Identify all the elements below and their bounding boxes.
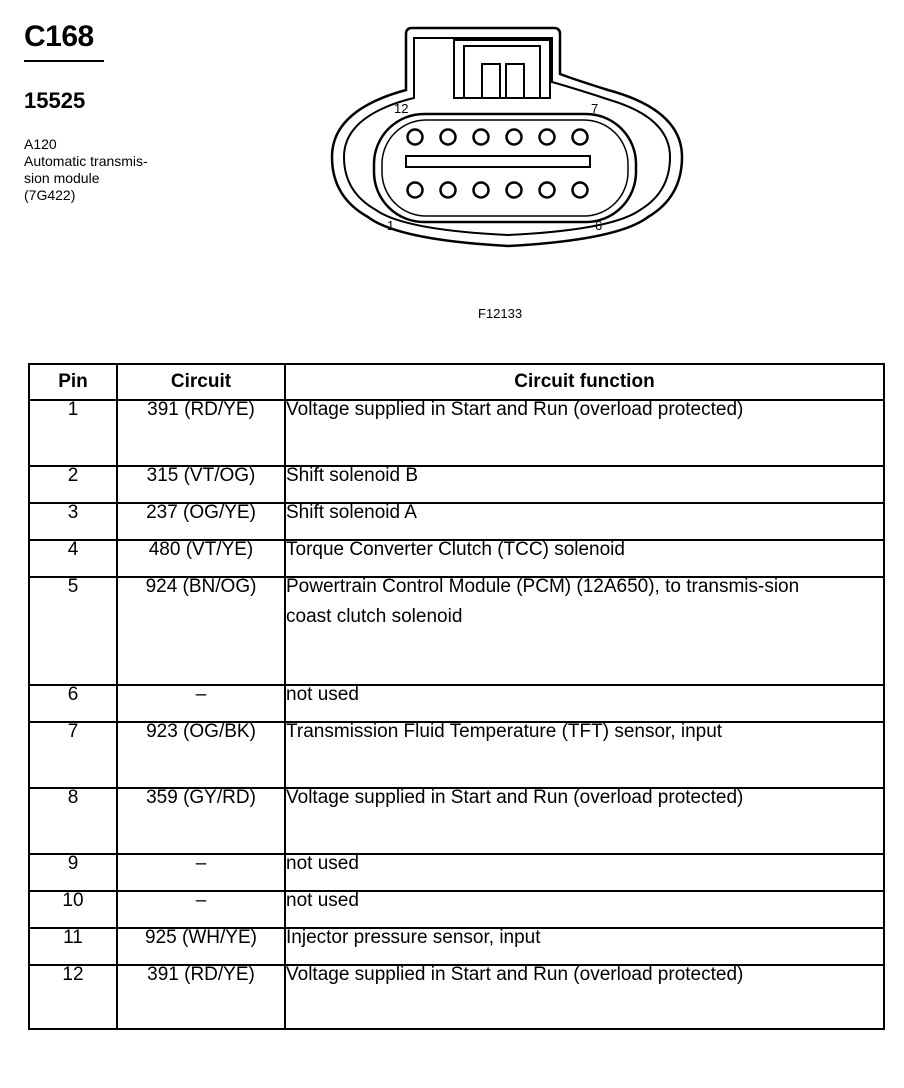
- circuit-function: not used: [286, 853, 359, 874]
- circuit-code: 480 (VT/YE): [148, 539, 254, 560]
- table-row: [29, 400, 884, 466]
- pin-number: 4: [67, 539, 79, 560]
- pin-number: 7: [67, 721, 79, 742]
- connector-description: [24, 136, 184, 204]
- pin-4-circle: [507, 183, 522, 198]
- pin-number: 1: [67, 399, 79, 420]
- circuit-function: Transmission Fluid Temperature (TFT) sensor, input: [286, 721, 723, 742]
- circuit-code: 315 (VT/OG): [146, 465, 256, 486]
- part-number: 15525: [24, 88, 86, 113]
- pin-label-top-left: 12: [394, 101, 409, 116]
- header-pin: Pin: [29, 364, 117, 400]
- pin-label-bottom-right: 6: [595, 218, 603, 233]
- description-line: (7G422): [24, 187, 76, 203]
- circuit-function: not used: [286, 890, 359, 911]
- circuit-code: 237 (OG/YE): [146, 502, 256, 523]
- header-circuit: Circuit: [117, 364, 285, 400]
- header-function: Circuit function: [285, 364, 884, 400]
- circuit-code: 924 (BN/OG): [145, 576, 257, 597]
- circuit-code: 391 (RD/YE): [147, 964, 255, 985]
- latch-inner: [464, 46, 540, 98]
- latch-tab-left: [482, 64, 500, 98]
- pin-number: 5: [67, 576, 79, 597]
- pin-number: 8: [67, 787, 79, 808]
- circuit-function: Voltage supplied in Start and Run (overload protected): [286, 964, 744, 985]
- pin-number: 11: [63, 927, 83, 948]
- pin-1-circle: [408, 183, 423, 198]
- pin-number: 9: [67, 853, 79, 874]
- latch-tab-right: [506, 64, 524, 98]
- circuit-code: –: [195, 890, 207, 911]
- pin-10-circle: [474, 130, 489, 145]
- pin-number: 10: [62, 890, 84, 911]
- circuit-function: Voltage supplied in Start and Run (overload protected): [286, 787, 744, 808]
- pin-12-circle: [408, 130, 423, 145]
- circuit-function: Torque Converter Clutch (TCC) solenoid: [286, 539, 625, 560]
- circuit-function: not used: [286, 684, 359, 705]
- pin-9-circle: [507, 130, 522, 145]
- circuit-code: 923 (OG/BK): [146, 721, 256, 742]
- table-row: [29, 965, 884, 1029]
- table-row: [29, 577, 884, 685]
- circuit-function: Shift solenoid A: [286, 502, 417, 523]
- connector-id: C168: [24, 20, 94, 53]
- pinout-table: [28, 363, 885, 1030]
- circuit-code: 359 (GY/RD): [146, 787, 256, 808]
- circuit-function: Injector pressure sensor, input: [286, 927, 541, 948]
- circuit-code: 391 (RD/YE): [147, 399, 255, 420]
- figure-label: F12133: [478, 306, 523, 321]
- center-bar: [406, 156, 590, 167]
- pin-8-circle: [540, 130, 555, 145]
- pin-number: 12: [62, 964, 84, 985]
- circuit-code: –: [195, 684, 207, 705]
- latch: [454, 40, 550, 98]
- pin-7-circle: [573, 130, 588, 145]
- pin-3-circle: [474, 183, 489, 198]
- pin-2-circle: [441, 183, 456, 198]
- description-line: Automatic transmis-: [24, 153, 148, 169]
- description-line: sion module: [24, 170, 100, 186]
- pin-6-circle: [573, 183, 588, 198]
- pin-label-top-right: 7: [591, 101, 599, 116]
- table-row: [29, 788, 884, 854]
- description-line: A120: [24, 136, 57, 152]
- circuit-function: Voltage supplied in Start and Run (overload protected): [286, 399, 744, 420]
- title-underline: [24, 60, 104, 62]
- pin-11-circle: [441, 130, 456, 145]
- circuit-code: –: [195, 853, 207, 874]
- circuit-code: 925 (WH/YE): [145, 927, 257, 948]
- table-row: [29, 722, 884, 788]
- circuit-function: Shift solenoid B: [286, 465, 419, 486]
- pin-number: 6: [67, 684, 79, 705]
- pin-5-circle: [540, 183, 555, 198]
- pin-number: 2: [67, 465, 79, 486]
- pin-number: 3: [67, 502, 79, 523]
- connector-diagram: [318, 22, 698, 262]
- pin-label-bottom-left: 1: [387, 218, 395, 233]
- circuit-function: Powertrain Control Module (PCM) (12A650), to transmis-sion coast clutch solenoid: [286, 576, 800, 627]
